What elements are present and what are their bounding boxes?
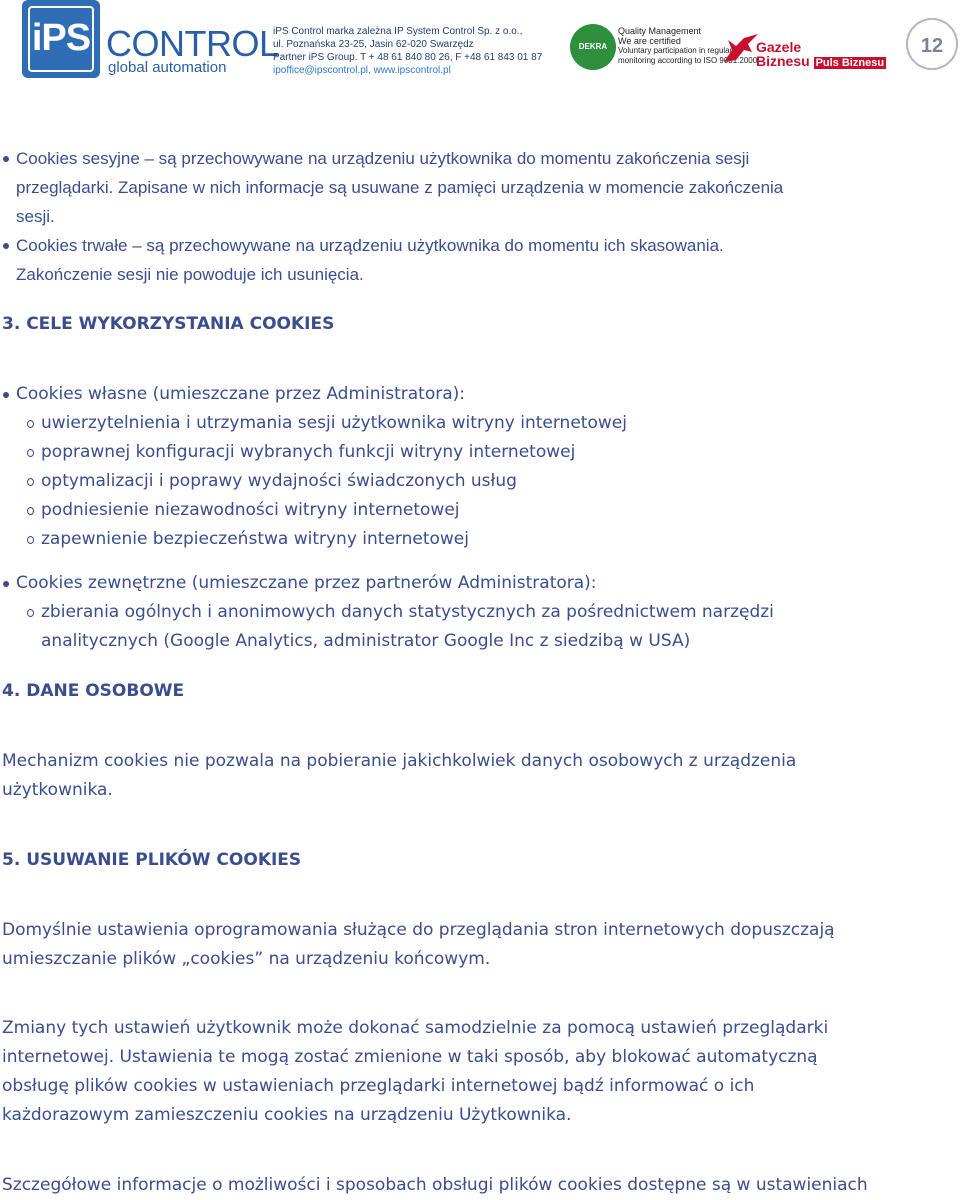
gazele-line2: Biznesu xyxy=(756,53,810,69)
text-line: Zmiany tych ustawień użytkownik może dokonać samodzielnie za pomocą ustawień przeglądarki xyxy=(2,1018,829,1038)
puls-biznesu-label: Puls Biznesu xyxy=(815,57,885,69)
text-line: użytkownika. xyxy=(2,780,113,800)
iso-line: Voluntary participation in regular xyxy=(618,46,733,55)
text-line: Cookies trwałe – są przechowywane na urządzeniu użytkownika do momentu ich skasowania. xyxy=(16,236,724,255)
gazele-line: Gazele xyxy=(756,39,802,55)
years-number: 12 xyxy=(920,35,944,57)
ips-control-logo xyxy=(22,0,279,80)
list-item: podniesienie niezawodności witryny internetowej xyxy=(41,500,460,520)
page-header xyxy=(0,0,960,84)
list-item: zbierania ogólnych i anonimowych danych statystycznych za pośrednictwem narzędzi xyxy=(41,602,774,622)
text-line: każdorazowym zamieszczeniu cookies na urządzeniu Użytkownika. xyxy=(2,1105,572,1125)
text-line: Domyślnie ustawienia oprogramowania służące do przeglądania stron internetowych dopuszczają xyxy=(2,920,835,940)
iso-line: We are certified xyxy=(618,36,681,46)
company-line: ul. Poznańska 23-25, Jasin 62-020 Swarzędz xyxy=(273,39,474,50)
iso-line: Quality Management xyxy=(618,26,702,36)
company-line: iPS Control marka zależna IP System Control Sp. z o.o., xyxy=(273,26,523,37)
logo-mark xyxy=(22,0,100,78)
section-heading: 4. DANE OSOBOWE xyxy=(2,681,185,701)
text-line: obsługę plików cookies w ustawieniach przeglądarki internetowej bądź informować o ich xyxy=(2,1076,755,1096)
text-line: internetowej. Ustawienia te mogą zostać zmienione w taki sposób, aby blokować automatyczną xyxy=(2,1047,818,1067)
gazele-line xyxy=(756,54,886,70)
text-line: Szczegółowe informacje o możliwości i sposobach obsługi plików cookies dostępne są w ustawieniach xyxy=(2,1175,868,1195)
list-item: zapewnienie bezpieczeństwa witryny internetowej xyxy=(41,529,469,549)
sub-bullet-icon xyxy=(27,478,34,486)
bullet-icon xyxy=(3,156,9,162)
text-line: Cookies zewnętrzne (umieszczane przez partnerów Administratora): xyxy=(16,573,597,593)
text-line: Cookies sesyjne – są przechowywane na urządzeniu użytkownika do momentu zakończenia sesji xyxy=(16,149,750,168)
text-line: umieszczanie plików „cookies” na urządzeniu końcowym. xyxy=(2,949,491,969)
iso-line: monitoring according to ISO 9001:2000 xyxy=(618,56,758,65)
text-line: Zakończenie sesji nie powoduje ich usunięcia. xyxy=(16,265,364,284)
bullet-icon xyxy=(3,243,9,249)
text-line: sesji. xyxy=(16,207,55,226)
iso-certificate-badge xyxy=(570,24,758,70)
company-line: ipoffice@ipscontrol.pl, www.ipscontrol.pl xyxy=(273,65,451,76)
sub-bullet-icon xyxy=(27,507,34,515)
company-line: Partner iPS Group. T + 48 61 840 80 26, F +48 61 843 01 87 xyxy=(273,52,543,63)
section-heading: 5. USUWANIE PLIKÓW COOKIES xyxy=(2,850,302,870)
company-info xyxy=(273,25,542,77)
bullet-icon xyxy=(3,392,9,398)
text-line: Cookies własne (umieszczane przez Administratora): xyxy=(16,384,466,404)
list-item: uwierzytelnienia i utrzymania sesji użytkownika witryny internetowej xyxy=(41,413,627,433)
sub-bullet-icon xyxy=(27,449,34,457)
logo-mark-text: iPS xyxy=(28,6,94,72)
years-anniversary-badge xyxy=(906,18,958,70)
text-line: Mechanizm cookies nie pozwala na pobieranie jakichkolwiek danych osobowych z urządzenia xyxy=(2,751,797,771)
sub-bullet-icon xyxy=(27,609,34,617)
bullet-icon xyxy=(3,581,9,587)
gazele-biznesu-badge xyxy=(722,28,885,70)
list-item: optymalizacji i poprawy wydajności świadczonych usług xyxy=(41,471,517,491)
gazele-text xyxy=(756,40,886,70)
logo-wordmark: CONTROL xyxy=(106,23,279,64)
logo-tagline: global automation xyxy=(108,59,227,76)
list-item: poprawnej konfiguracji wybranych funkcji witryny internetowej xyxy=(41,442,576,462)
text-line: przeglądarki. Zapisane w nich informacje są usuwane z pamięci urządzenia w momencie zakończenia xyxy=(16,178,784,197)
section-heading: 3. CELE WYKORZYSTANIA COOKIES xyxy=(2,314,335,334)
dekra-seal-icon: DEKRA xyxy=(570,24,616,70)
list-item: analitycznych (Google Analytics, administrator Google Inc z siedzibą w USA) xyxy=(41,631,691,651)
sub-bullet-icon xyxy=(27,536,34,544)
sub-bullet-icon xyxy=(27,420,34,428)
